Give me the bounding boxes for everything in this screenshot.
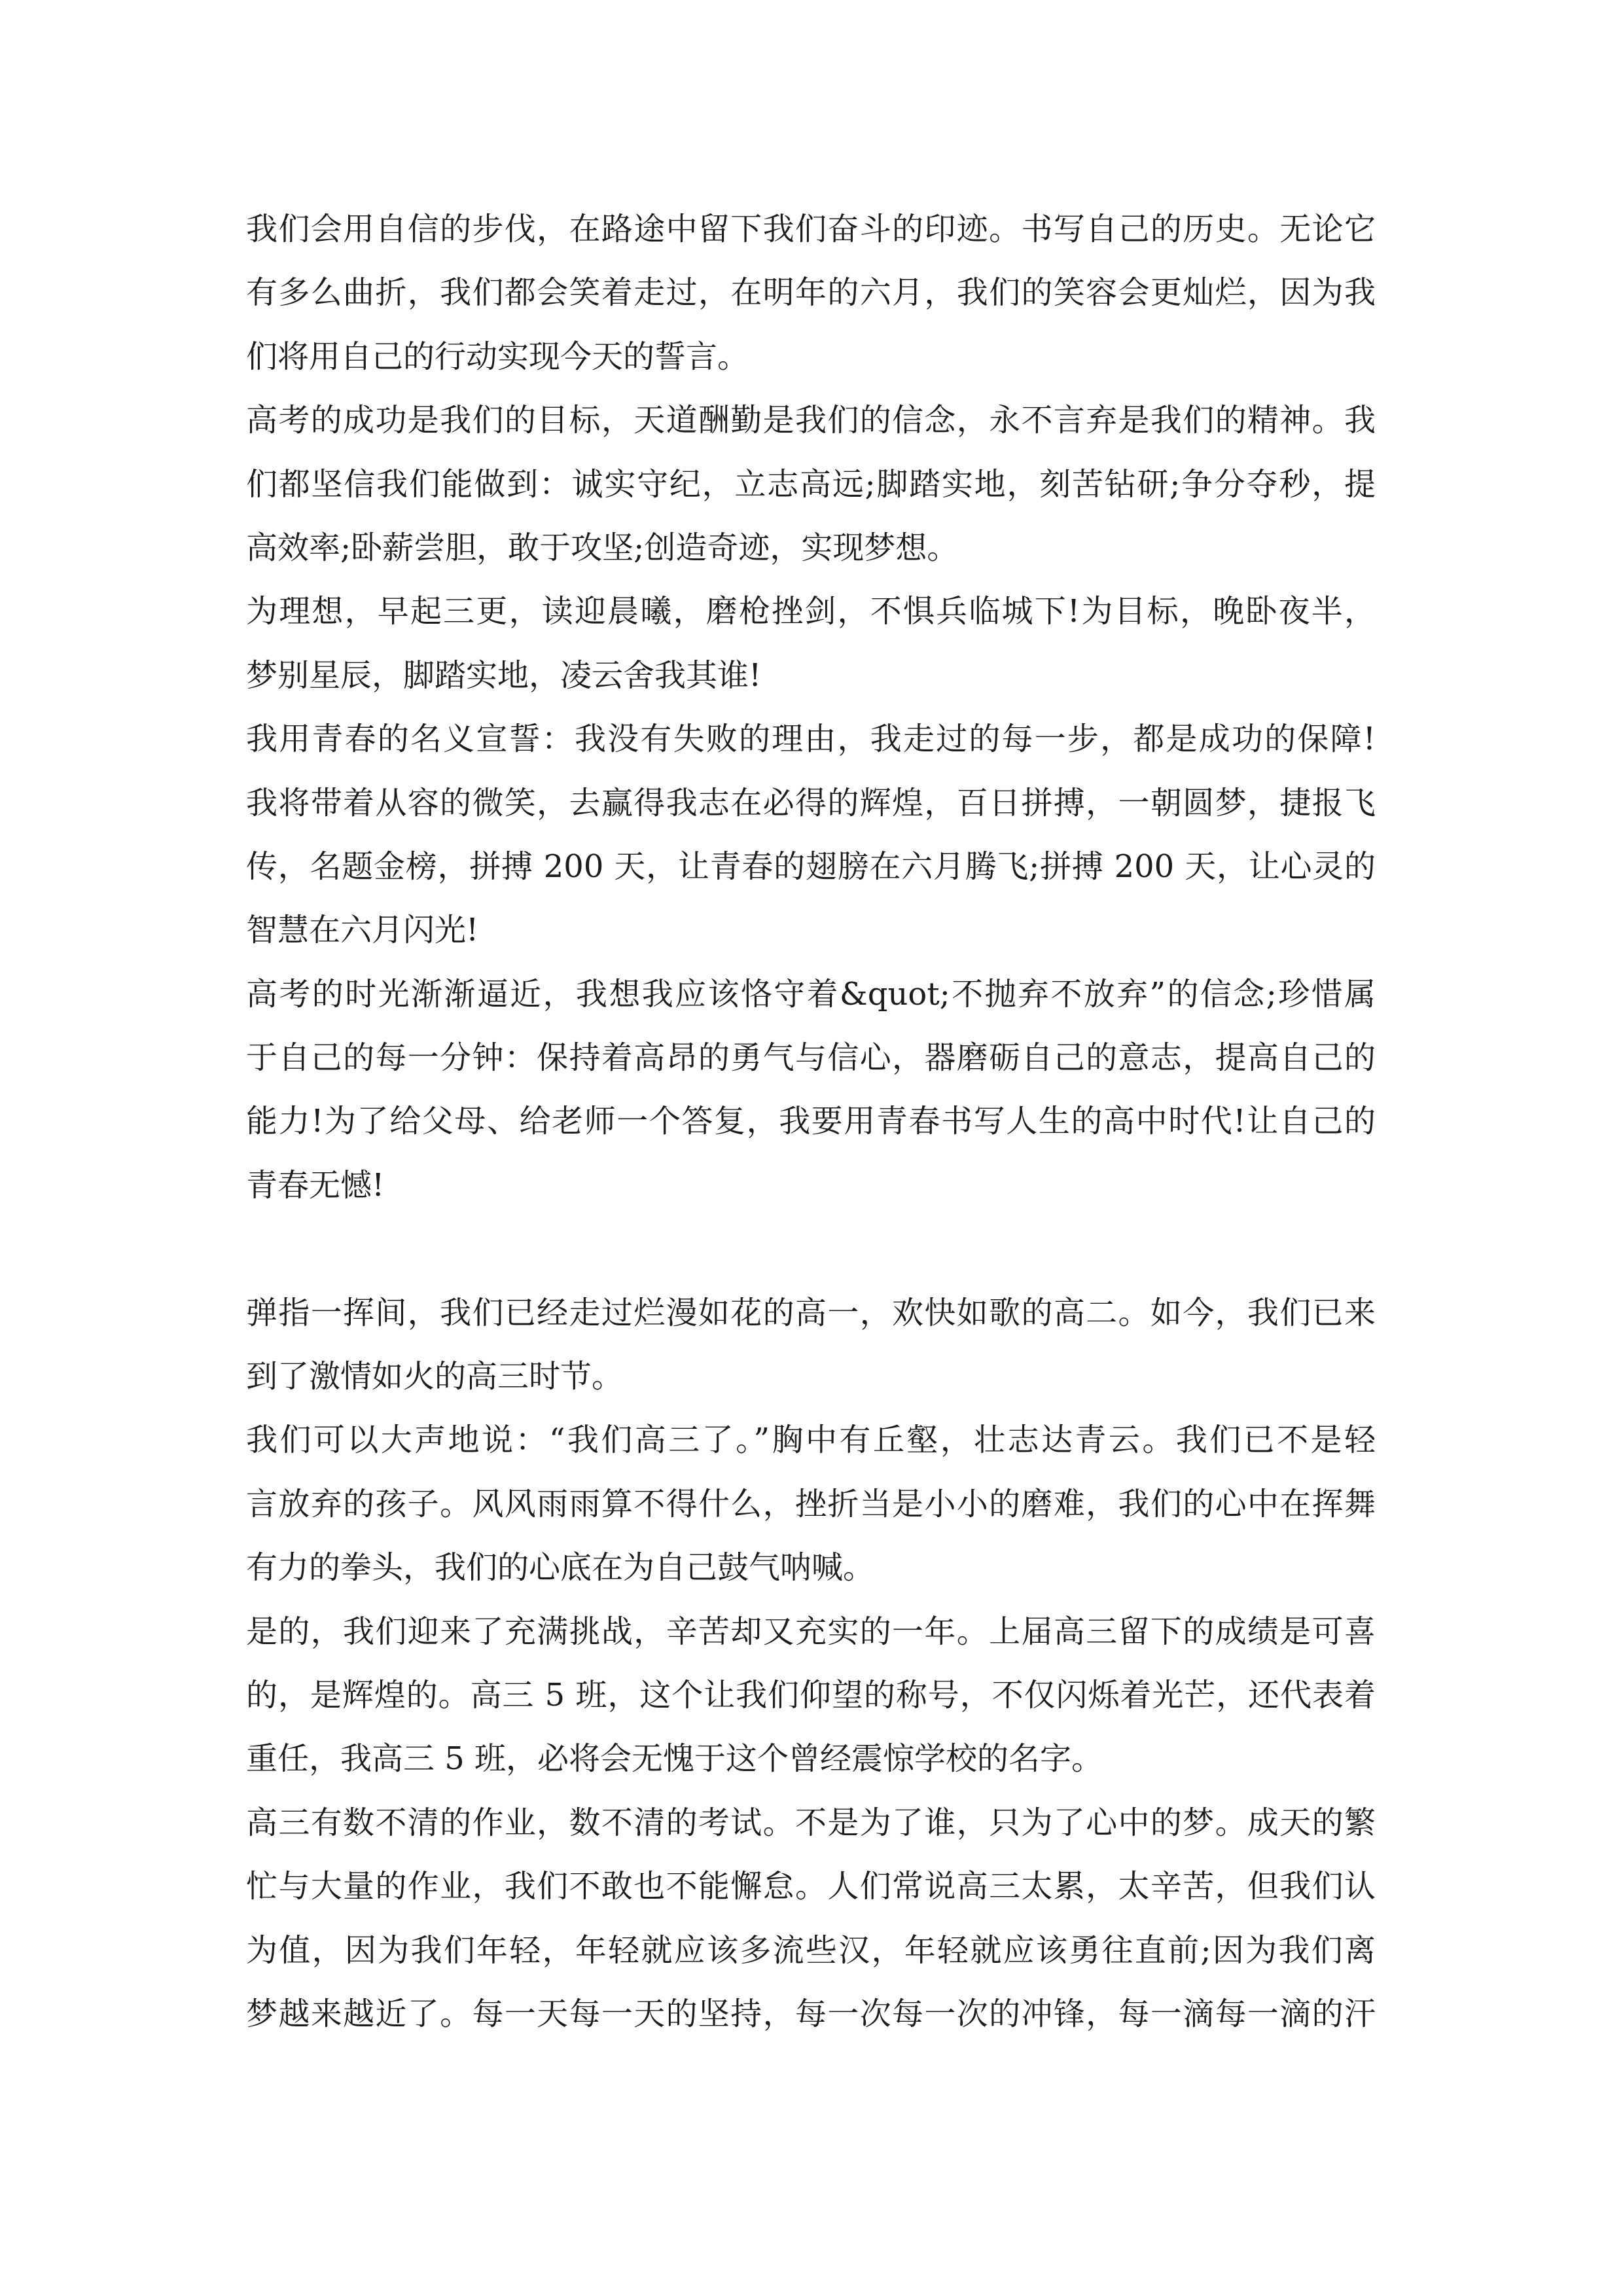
text-line: 于自己的每一分钟：保持着高昂的勇气与信心，器磨砺自己的意志，提高自己的 [246, 1039, 1376, 1077]
text-line: 高三有数不清的作业，数不清的考试。不是为了谁，只为了心中的梦。成天的繁 [246, 1804, 1376, 1841]
paragraph [246, 198, 1376, 389]
paragraph [246, 389, 1376, 580]
text-line: 我用青春的名义宣誓：我没有失败的理由，我走过的每一步，都是成功的保障! [246, 721, 1376, 758]
text-line: 重任，我高三 5 班，必将会无愧于这个曾经震惊学校的名字。 [246, 1740, 1103, 1778]
text-line: 高考的时光渐渐逼近，我想我应该恪守着&quot;不抛弃不放弃”的信念;珍惜属 [246, 975, 1376, 1013]
paragraph [246, 580, 1376, 708]
paragraph [246, 1791, 1376, 2047]
text-line: 为理想，早起三更，读迎晨曦，磨枪挫剑，不惧兵临城下!为目标，晚卧夜半， [246, 593, 1376, 630]
text-line: 忙与大量的作业，我们不敢也不能懈怠。人们常说高三太累，太辛苦，但我们认 [246, 1868, 1376, 1905]
paragraph [246, 1282, 1376, 1409]
text-line: 弹指一挥间，我们已经走过烂漫如花的高一，欢快如歌的高二。如今，我们已来 [246, 1294, 1376, 1331]
text-line: 是的，我们迎来了充满挑战，辛苦却又充实的一年。上届高三留下的成绩是可喜 [246, 1613, 1376, 1650]
text-line: 有力的拳头，我们的心底在为自己鼓气呐喊。 [246, 1549, 875, 1587]
blank-line [246, 1217, 1376, 1281]
text-line: 为值，因为我们年轻，年轻就应该多流些汉，年轻就应该勇往直前;因为我们离 [246, 1931, 1376, 1969]
text-line: 到了激情如火的高三时节。 [246, 1358, 624, 1395]
text-line: 们都坚信我们能做到：诚实守纪，立志高远;脚踏实地，刻苦钻研;争分夺秒，提 [246, 465, 1376, 503]
document-body [246, 198, 1376, 2046]
text-line: 高效率;卧薪尝胆，敢于攻坚;创造奇迹，实现梦想。 [246, 529, 959, 566]
text-line: 我将带着从容的微笑，去赢得我志在必得的辉煌，百日拼搏，一朝圆梦，捷报飞 [246, 784, 1376, 821]
text-line: 我们可以大声地说：“我们高三了。”胸中有丘壑，壮志达青云。我们已不是轻 [246, 1422, 1376, 1459]
text-line: 们将用自己的行动实现今天的誓言。 [246, 338, 749, 375]
text-line: 智慧在六月闪光! [246, 912, 479, 949]
paragraph [246, 1408, 1376, 1600]
text-line: 有多么曲折，我们都会笑着走过，在明年的六月，我们的笑容会更灿烂，因为我 [246, 274, 1376, 312]
text-line: 的，是辉煌的。高三 5 班，这个让我们仰望的称号，不仅闪烁着光芒，还代表着 [246, 1676, 1376, 1713]
text-line: 传，名题金榜，拼搏 200 天，让青春的翅膀在六月腾飞;拼搏 200 天，让心灵的 [246, 848, 1376, 885]
text-line: 言放弃的孩子。风风雨雨算不得什么，挫折当是小小的磨难，我们的心中在挥舞 [246, 1485, 1376, 1522]
paragraph [246, 1600, 1376, 1791]
paragraph [246, 963, 1376, 1218]
text-line: 我们会用自信的步伐，在路途中留下我们奋斗的印迹。书写自己的历史。无论它 [246, 211, 1376, 247]
paragraph [246, 708, 1376, 963]
text-line: 梦别星辰，脚踏实地，凌云舍我其谁! [246, 656, 762, 694]
text-line: 能力!为了给父母、给老师一个答复，我要用青春书写人生的高中时代!让自己的 [246, 1103, 1376, 1140]
text-line: 高考的成功是我们的目标，天道酬勤是我们的信念，永不言弃是我们的精神。我 [246, 402, 1376, 439]
text-line: 青春无憾! [246, 1166, 385, 1204]
text-line: 梦越来越近了。每一天每一天的坚持，每一次每一次的冲锋，每一滴每一滴的汗 [246, 1995, 1376, 2032]
